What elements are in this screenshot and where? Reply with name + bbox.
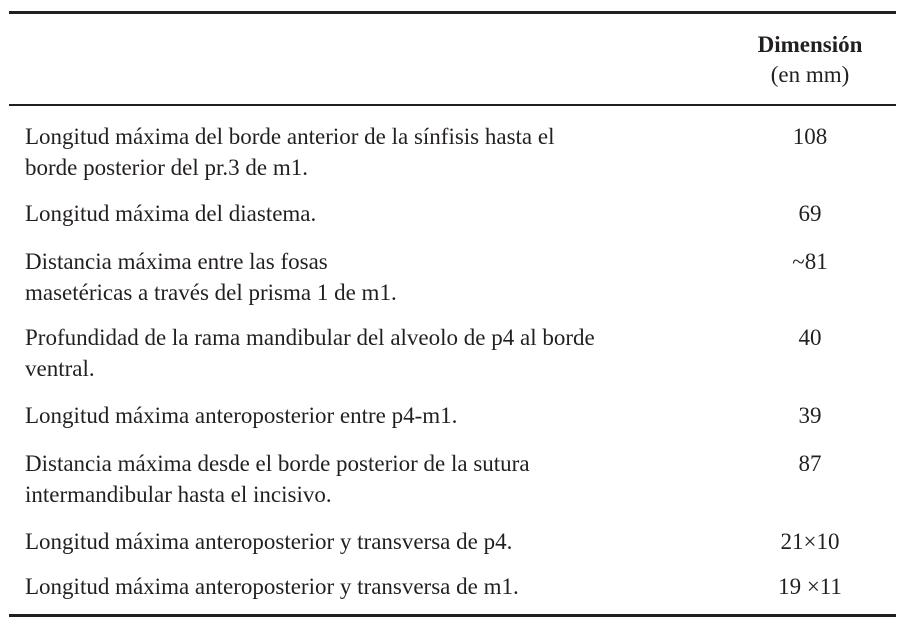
row-description <box>25 322 745 384</box>
row-value: 69 <box>798 201 822 226</box>
table-top-rule <box>9 11 896 14</box>
row-description-line: intermandibular hasta el incisivo. <box>25 482 332 507</box>
row-description-line: Longitud máxima anteroposterior entre p4-m1. <box>25 403 458 428</box>
row-description-line: Longitud máxima del diastema. <box>25 201 317 226</box>
row-value: 19 ×11 <box>778 574 842 599</box>
column-header-dimension <box>740 30 880 90</box>
row-value: ~81 <box>792 249 828 274</box>
row-value: 87 <box>798 451 822 476</box>
row-description <box>25 246 745 308</box>
row-description-line: masetéricas a través del prisma 1 de m1. <box>25 280 397 305</box>
row-value: 21×10 <box>780 529 840 554</box>
table-header-rule <box>9 104 896 106</box>
column-header-unit: (en mm) <box>770 62 850 87</box>
row-description-line: Longitud máxima anteroposterior y transversa de m1. <box>25 574 519 599</box>
row-description <box>25 526 745 557</box>
row-value: 39 <box>798 403 822 428</box>
row-description <box>25 121 745 183</box>
row-description-line: Longitud máxima anteroposterior y transversa de p4. <box>25 529 513 554</box>
row-description-line: Distancia máxima desde el borde posterior de la sutura <box>25 451 530 476</box>
row-description <box>25 400 745 431</box>
row-description-line: Longitud máxima del borde anterior de la sínfisis hasta el <box>25 124 555 149</box>
row-description-line: ventral. <box>25 356 95 381</box>
column-header-title: Dimensión <box>757 32 863 57</box>
table-bottom-rule <box>9 614 896 617</box>
row-description <box>25 448 745 510</box>
row-description-line: Profundidad de la rama mandibular del alveolo de p4 al borde <box>25 325 595 350</box>
row-description <box>25 198 745 229</box>
row-description <box>25 571 745 602</box>
row-description-line: borde posterior del pr.3 de m1. <box>25 155 308 180</box>
row-description-line: Distancia máxima entre las fosas <box>25 249 328 274</box>
row-value: 40 <box>798 325 822 350</box>
row-value: 108 <box>792 124 828 149</box>
